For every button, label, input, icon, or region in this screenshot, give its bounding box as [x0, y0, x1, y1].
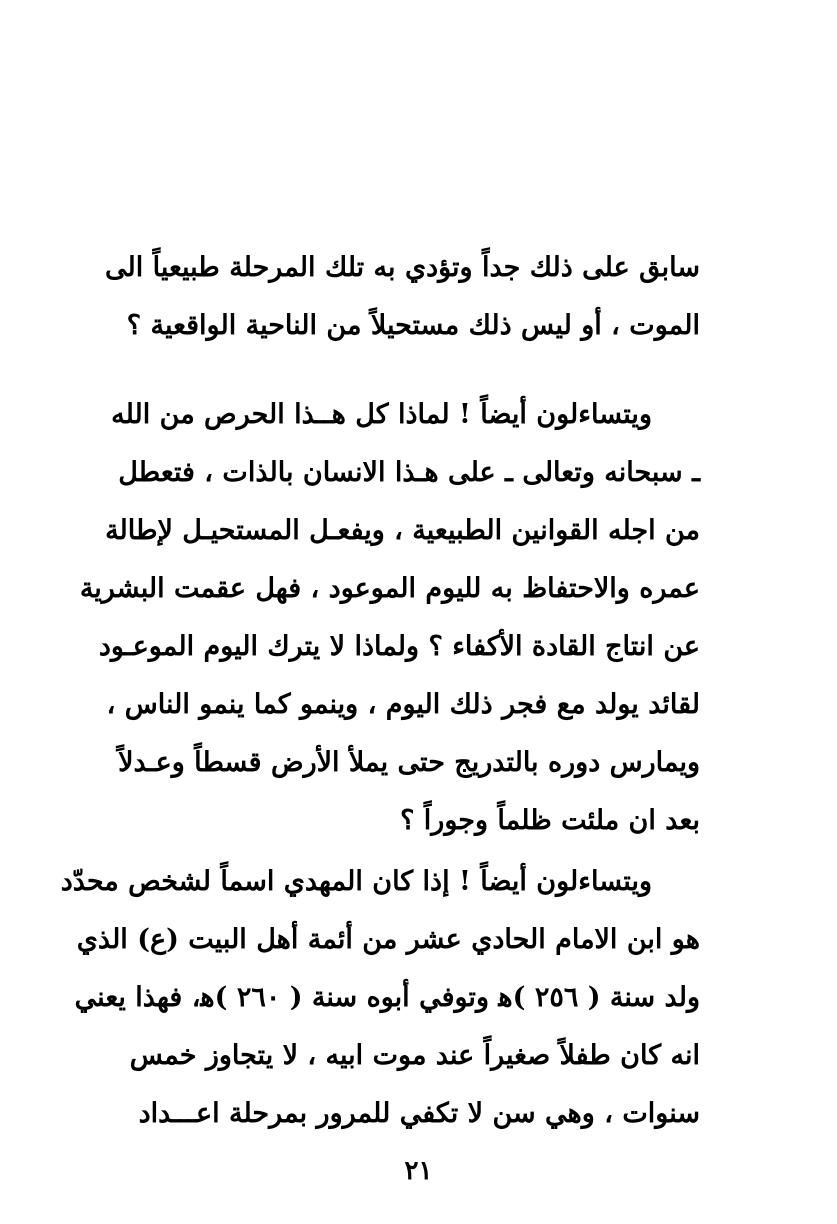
paragraph-3-line-3: ولد سنة ( ٢٥٦ )ﻫ وتوفي أبوه سنة ( ٢٦٠ )ﻫ، فهذا يعني	[74, 982, 700, 1013]
paragraph-2-line-3: من اجله القوانين الطبيعية ، ويفعـل المستحيـل لإطالة	[105, 515, 700, 546]
page-number: ٢١	[404, 1156, 433, 1186]
paragraph-2-line-6: لقائد يولد مع فجر ذلك اليوم ، وينمو كما ينمو الناس ،	[106, 689, 700, 720]
paragraph-3-line-2: هو ابن الامام الحادي عشر من أئمة أهل البيت (ع) الذي	[76, 924, 700, 955]
paragraph-2-line-1: ويتساءلون أيضاً ! لماذا كل هــذا الحرص من الله	[111, 399, 652, 430]
paragraph-3-line-1: ويتساءلون أيضاً ! إذا كان المهدي اسماً لشخص محدّد	[60, 866, 652, 897]
paragraph-2-line-8: بعد ان ملئت ظلماً وجوراً ؟	[400, 805, 700, 836]
paragraph-1-line-2: الموت ، أو ليس ذلك مستحيلاً من الناحية الواقعية ؟	[126, 310, 700, 341]
paragraph-2-line-7: ويمارس دوره بالتدريج حتى يملأ الأرض قسطاً وعـدلاً	[118, 747, 700, 778]
paragraph-2	[79, 386, 700, 850]
paragraph-3	[60, 853, 700, 1143]
paragraph-1	[104, 239, 700, 355]
paragraph-2-line-2: ـ سبحانه وتعالى ـ على هـذا الانسان بالذات ، فتعطل	[118, 457, 700, 488]
paragraph-2-line-4: عمره والاحتفاظ به لليوم الموعود ، فهل عقمت البشرية	[79, 573, 700, 604]
paragraph-2-line-5: عن انتاج القادة الأكفاء ؟ ولماذا لا يترك اليوم الموعـود	[98, 631, 700, 662]
paragraph-3-line-5: سنوات ، وهي سن لا تكفي للمرور بمرحلة اعـــداد	[138, 1098, 700, 1129]
paragraph-3-line-4: انه كان طفلاً صغيراً عند موت ابيه ، لا يتجاوز خمس	[129, 1040, 700, 1071]
paragraph-1-line-1: سابق على ذلك جداً وتؤدي به تلك المرحلة طبيعياً الى	[104, 252, 700, 283]
